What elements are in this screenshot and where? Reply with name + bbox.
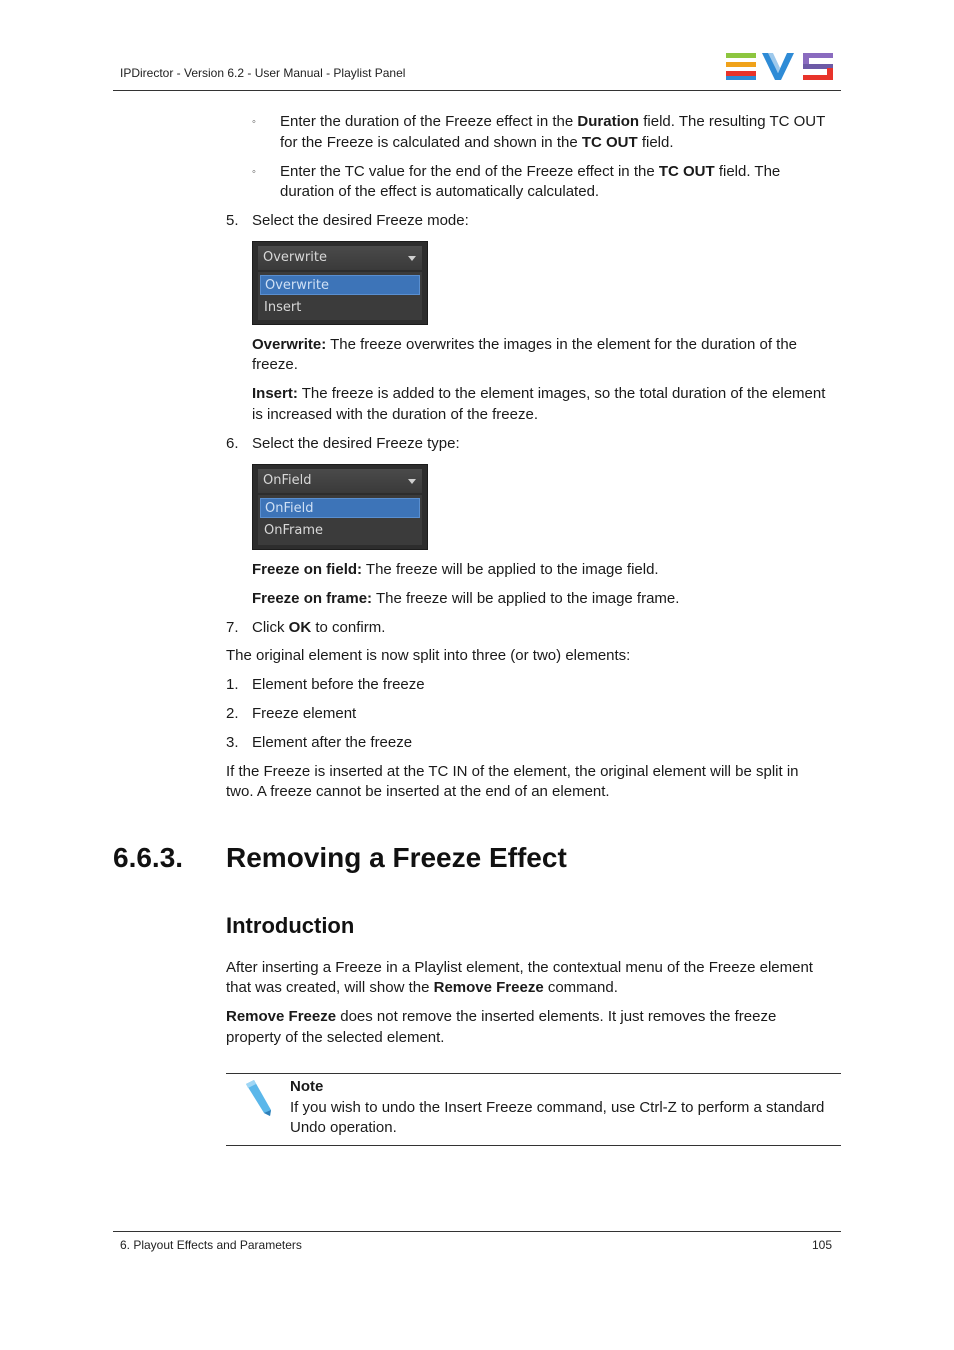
freeze-mode-dropdown[interactable] [252, 241, 428, 325]
freeze-type-select[interactable] [258, 469, 422, 493]
step-6-number: 6. [226, 435, 239, 452]
option-insert[interactable]: Insert [264, 300, 302, 315]
split-list-item: Element before the freeze [252, 676, 425, 693]
step-6-text: Select the desired Freeze type: [252, 435, 460, 452]
split-list-number: 3. [226, 734, 239, 751]
chevron-down-icon[interactable] [408, 256, 416, 261]
option-onframe[interactable]: OnFrame [264, 523, 323, 538]
overwrite-desc-line-2: freeze. [252, 356, 298, 373]
step-5-text: Select the desired Freeze mode: [252, 212, 469, 229]
note-text-line-2: Undo operation. [290, 1119, 397, 1136]
footer-chapter: 6. Playout Effects and Parameters [120, 1238, 302, 1252]
bullet-1-line-2: for the Freeze is calculated and shown in the TC OUT field. [280, 134, 674, 151]
page-number: 105 [812, 1238, 833, 1252]
option-onfield[interactable]: OnField [260, 498, 420, 518]
evs-logo [726, 53, 834, 81]
split-list-item: Element after the freeze [252, 734, 413, 751]
intro-para-1-line-1: After inserting a Freeze in a Playlist element, the contextual menu of the Freeze element [226, 959, 813, 976]
step-5-number: 5. [226, 212, 239, 229]
bullet-glyph: ◦ [252, 166, 256, 178]
header-title: IPDirector - Version 6.2 - User Manual - Playlist Panel [120, 66, 406, 80]
bullet-2-line-1: Enter the TC value for the end of the Freeze effect in the TC OUT field. The [280, 163, 781, 180]
section-number: 6.6.3. [113, 842, 184, 873]
freeze-type-options [258, 495, 422, 545]
freeze-type-selected: OnField [263, 473, 312, 488]
section-title: Removing a Freeze Effect [226, 842, 567, 873]
step-7-text: Click OK to confirm. [252, 619, 386, 636]
freeze-mode-select[interactable] [258, 246, 422, 270]
split-list-number: 2. [226, 705, 239, 722]
introduction-heading: Introduction [226, 913, 355, 938]
split-note-line-2: two. A freeze cannot be inserted at the end of an element. [226, 783, 610, 800]
note-label: Note [290, 1078, 324, 1095]
intro-para-1-line-2: that was created, will show the Remove Freeze command. [226, 979, 618, 996]
pencil-icon [240, 1078, 276, 1118]
insert-desc-line-2: is increased with the duration of the freeze. [252, 406, 538, 423]
split-note-line-1: If the Freeze is inserted at the TC IN of the element, the original element will be split in [226, 763, 799, 780]
intro-para-2-line-1: Remove Freeze does not remove the inserted elements. It just removes the freeze [226, 1008, 777, 1025]
freeze-on-frame-desc: Freeze on frame: The freeze will be applied to the image frame. [252, 590, 680, 607]
evs-logo-icon [726, 53, 834, 81]
note-top-rule [226, 1073, 841, 1074]
split-intro: The original element is now split into three (or two) elements: [226, 647, 631, 664]
header-rule [113, 90, 841, 91]
option-overwrite[interactable]: Overwrite [260, 275, 420, 295]
chevron-down-icon[interactable] [408, 479, 416, 484]
overwrite-desc-line-1: Overwrite: The freeze overwrites the images in the element for the duration of the [252, 336, 798, 353]
footer-rule [113, 1231, 841, 1232]
freeze-mode-options [258, 272, 422, 320]
note-text-line-1: If you wish to undo the Insert Freeze command, use Ctrl-Z to perform a standard [290, 1099, 825, 1116]
split-list-number: 1. [226, 676, 239, 693]
intro-para-2-line-2: property of the selected element. [226, 1029, 445, 1046]
bullet-1-line-1: Enter the duration of the Freeze effect in the Duration field. The resulting TC OUT [280, 113, 826, 130]
freeze-mode-selected: Overwrite [263, 250, 327, 265]
bullet-glyph: ◦ [252, 116, 256, 128]
note-bottom-rule [226, 1145, 841, 1146]
freeze-type-dropdown[interactable] [252, 464, 428, 550]
freeze-on-field-desc: Freeze on field: The freeze will be applied to the image field. [252, 561, 659, 578]
step-7-number: 7. [226, 619, 239, 636]
split-list-item: Freeze element [252, 705, 357, 722]
insert-desc-line-1: Insert: The freeze is added to the element images, so the total duration of the element [252, 385, 826, 402]
bullet-2-line-2: duration of the effect is automatically calculated. [280, 183, 600, 200]
